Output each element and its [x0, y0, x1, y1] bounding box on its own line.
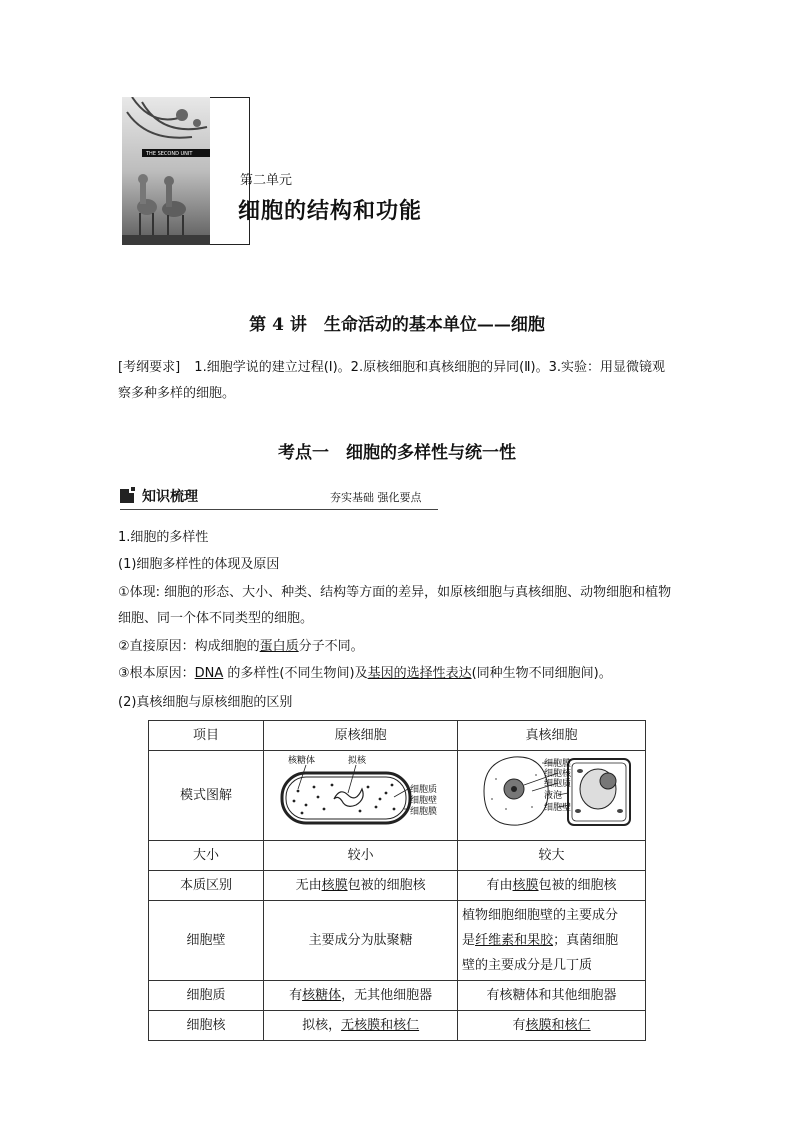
eu-cell-wall: [458, 901, 646, 981]
exam-outline: [118, 355, 678, 407]
comparison-table: [148, 720, 646, 1041]
root-cause-mid: 的多样性(不同生物间)及: [223, 666, 368, 681]
heading-diversity: 1.细胞的多样性: [118, 530, 209, 545]
unit-label: 第二单元: [240, 173, 293, 188]
table-row: [149, 1011, 646, 1041]
root-cause-key1: DNA: [194, 666, 224, 681]
label-ribosome: 核糖体: [287, 756, 315, 766]
eu-cytoplasm: 有核糖体和其他细胞器: [458, 981, 646, 1011]
heading-diversity-reason: (1)细胞多样性的体现及原因: [118, 557, 280, 572]
eu-essential-key: 核膜: [512, 878, 539, 893]
row-label-essential: 本质区别: [149, 871, 264, 901]
header-prokaryote: 原核细胞: [264, 721, 458, 751]
eu-label-vacuole: 液泡: [543, 791, 562, 801]
row-label-size: 大小: [149, 841, 264, 871]
eu-label-cytoplasm: 细胞质: [543, 779, 571, 789]
section-header: [120, 486, 438, 510]
table-row: [149, 841, 646, 871]
pro-size: 较小: [264, 841, 458, 871]
table-row: [149, 901, 646, 981]
outline-tag: [考纲要求]: [118, 360, 181, 375]
lecture-title: 第 4 讲 生命活动的基本单位——细胞: [249, 315, 545, 335]
label-cell-membrane: 细胞膜: [409, 807, 437, 817]
eu-essential-post: 包被的细胞核: [538, 878, 617, 893]
row-label-cytoplasm: 细胞质: [149, 981, 264, 1011]
eu-cell-wall-line1: 植物细胞细胞壁的主要成分: [462, 908, 619, 923]
eu-nucleus-key: 核膜和核仁: [525, 1018, 591, 1033]
pro-cytoplasm-pre: 有: [289, 988, 303, 1003]
section-rule: [120, 509, 438, 510]
pro-cytoplasm-key: 核糖体: [302, 988, 342, 1003]
outline-text: 1.细胞学说的建立过程(Ⅰ)。2.原核细胞和真核细胞的异同(Ⅱ)。3.实验：用显微镜观察多种多样的细胞。: [118, 360, 666, 401]
section-square-icon: [120, 489, 134, 503]
pro-essential-key: 核膜: [321, 878, 348, 893]
point-title: 考点一 细胞的多样性与统一性: [278, 443, 516, 463]
eu-cell-wall-post: ；真菌细胞: [553, 933, 619, 948]
para-manifestation: ①体现: 细胞的形态、大小、种类、结构等方面的差异，如原核细胞与真核细胞、动物细胞和植物细胞、同一个体不同类型的细胞。: [118, 585, 672, 626]
eu-nucleus: [458, 1011, 646, 1041]
eu-cell-wall-line2: [462, 928, 641, 953]
eu-essential-pre: 有由: [486, 878, 513, 893]
pro-nucleus: [264, 1011, 458, 1041]
eu-label-membrane: 细胞膜: [543, 759, 571, 769]
eu-cell-wall-pre: 是: [462, 933, 476, 948]
pro-nucleus-key: 无核膜和核仁: [341, 1018, 420, 1033]
direct-cause-key: 蛋白质: [259, 639, 299, 654]
pro-essential-pre: 无由: [295, 878, 322, 893]
section-subtitle: 夯实基础 强化要点: [330, 491, 422, 504]
section-name: 知识梳理: [142, 489, 198, 505]
eu-essential: [458, 871, 646, 901]
eukaryote-diagram-cell: [458, 751, 646, 841]
row-label-diagram: 模式图解: [149, 751, 264, 841]
eu-size: 较大: [458, 841, 646, 871]
eukaryote-cell-diagram: [462, 751, 642, 831]
eu-cell-wall-line3: 壁的主要成分是几丁质: [462, 958, 593, 973]
label-nucleoid: 拟核: [347, 756, 366, 766]
row-label-cell-wall: 细胞壁: [149, 901, 264, 981]
pro-essential: [264, 871, 458, 901]
root-cause-key2: 基因的选择性表达: [367, 666, 472, 681]
table-header-row: [149, 721, 646, 751]
table-row: [149, 871, 646, 901]
header-eukaryote: 真核细胞: [458, 721, 646, 751]
pro-cytoplasm-post: ，无其他细胞器: [341, 988, 433, 1003]
direct-cause-post: 分子不同。: [298, 639, 364, 654]
pro-essential-post: 包被的细胞核: [347, 878, 426, 893]
root-cause-pre: ③根本原因：: [118, 666, 195, 681]
root-cause-post: (同种生物不同细胞间)。: [471, 666, 612, 681]
prokaryote-diagram-cell: [264, 751, 458, 841]
prokaryote-cell-diagram: [268, 751, 454, 831]
row-label-nucleus: 细胞核: [149, 1011, 264, 1041]
eu-label-cell-wall: 细胞壁: [543, 803, 571, 813]
header-item: 项目: [149, 721, 264, 751]
label-cytoplasm: 细胞质: [409, 785, 437, 795]
pro-cell-wall: 主要成分为肽聚糖: [264, 901, 458, 981]
eu-cell-wall-key: 纤维素和果胶: [475, 933, 554, 948]
pro-nucleus-pre: 拟核，: [302, 1018, 342, 1033]
table-row: [149, 751, 646, 841]
eu-label-nucleus: 细胞核: [543, 769, 571, 779]
eu-nucleus-pre: 有: [512, 1018, 526, 1033]
para-direct-cause: [118, 634, 680, 660]
pro-cytoplasm: [264, 981, 458, 1011]
label-cell-wall: 细胞壁: [409, 796, 437, 806]
unit-title: 细胞的结构和功能: [238, 199, 423, 224]
deer-photo: [122, 97, 210, 245]
para-root-cause: [118, 661, 680, 687]
direct-cause-pre: ②直接原因：构成细胞的: [118, 639, 260, 654]
unit-banner: THE SECOND UNIT: [146, 151, 193, 157]
heading-difference: (2)真核细胞与原核细胞的区别: [118, 695, 293, 710]
table-row: [149, 981, 646, 1011]
